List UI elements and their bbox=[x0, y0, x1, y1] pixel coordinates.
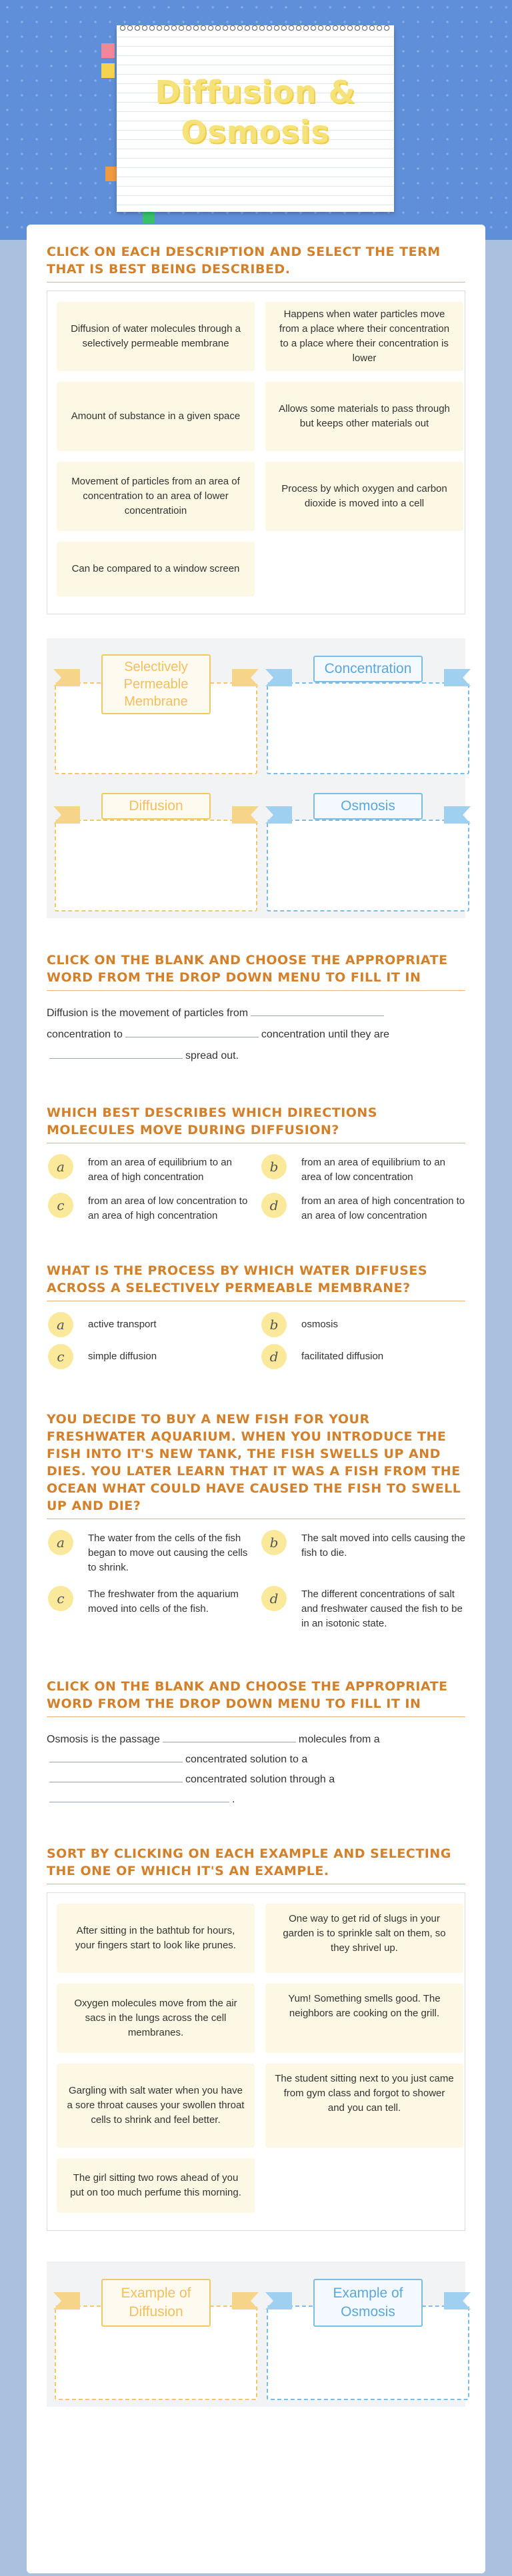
match-item[interactable]: Amount of substance in a given space bbox=[57, 382, 255, 451]
zone-label: Osmosis bbox=[313, 793, 423, 820]
ribbon-tail bbox=[53, 2292, 80, 2309]
match-item[interactable]: Allows some materials to pass through but keeps other materials out bbox=[265, 382, 463, 451]
choice-letter: c bbox=[48, 1586, 73, 1611]
choice-text: osmosis bbox=[301, 1319, 339, 1330]
choice-text: from an area of equilibrium to an area of low concentration bbox=[301, 1157, 445, 1183]
match-items-panel bbox=[47, 291, 465, 614]
choice-letter: a bbox=[48, 1530, 73, 1555]
match-item[interactable]: Can be compared to a window screen bbox=[57, 542, 255, 596]
question-3-title: WHICH BEST DESCRIBES WHICH DIRECTIONS MOLECULES MOVE DURING DIFFUSION? bbox=[47, 1104, 465, 1143]
drop-area[interactable] bbox=[267, 682, 469, 774]
ribbon-tail bbox=[53, 806, 80, 824]
spacer bbox=[47, 1631, 465, 1678]
choice-text: from an area of low concentration to an area of high concentration bbox=[88, 1195, 248, 1221]
sort-item[interactable]: The student sitting next to you just came from gym class and forgot to shower and you can tell. bbox=[265, 2064, 463, 2148]
fill-in-paragraph bbox=[47, 1003, 465, 1067]
choice-letter: b bbox=[261, 1530, 287, 1555]
text-segment: concentrated solution through a bbox=[185, 1774, 335, 1785]
question-2-title: CLICK ON THE BLANK AND CHOOSE THE APPROPRIATE WORD FROM THE DROP DOWN MENU TO FILL IT IN bbox=[47, 952, 465, 991]
blank-dropdown[interactable] bbox=[251, 1003, 384, 1016]
sort-item[interactable]: The girl sitting two rows ahead of you put on too much perfume this morning. bbox=[57, 2158, 255, 2213]
choice-letter: d bbox=[261, 1344, 287, 1369]
notepad-tab-yellow bbox=[101, 63, 115, 78]
ribbon-tail bbox=[444, 2292, 471, 2309]
choice-d[interactable] bbox=[260, 1344, 465, 1369]
choice-text: The different concentrations of salt and freshwater caused the fish to be in an isotonic state. bbox=[301, 1589, 463, 1629]
choice-letter: a bbox=[48, 1312, 73, 1337]
ribbon-tail bbox=[444, 669, 471, 686]
sort-item[interactable]: Yum! Something smells good. The neighbors are cooking on the grill. bbox=[265, 1984, 463, 2053]
choices-q3 bbox=[47, 1154, 465, 1223]
blank-dropdown[interactable] bbox=[163, 1729, 296, 1742]
choice-letter: b bbox=[261, 1312, 287, 1337]
blank-dropdown[interactable] bbox=[49, 1749, 183, 1762]
choice-text: from an area of high concentration to an area of low concentration bbox=[301, 1195, 465, 1221]
choice-letter: a bbox=[48, 1154, 73, 1179]
ribbon-tail bbox=[232, 806, 259, 824]
notepad-spiral bbox=[120, 21, 391, 35]
match-item[interactable]: Process by which oxygen and carbon dioxide is moved into a cell bbox=[265, 462, 463, 531]
choice-text: from an area of equilibrium to an area of high concentration bbox=[88, 1157, 232, 1183]
zone-label: Example of Osmosis bbox=[313, 2279, 423, 2327]
choice-a[interactable] bbox=[47, 1312, 252, 1337]
choice-letter: b bbox=[261, 1154, 287, 1179]
sort-item[interactable]: After sitting in the bathtub for hours, your fingers start to look like prunes. bbox=[57, 1904, 255, 1973]
choice-letter: d bbox=[261, 1586, 287, 1611]
ribbon-tail bbox=[53, 669, 80, 686]
zone-label: Diffusion bbox=[101, 793, 211, 820]
drop-zones-panel bbox=[47, 638, 465, 918]
question-6-title: CLICK ON THE BLANK AND CHOOSE THE APPROPRIATE WORD FROM THE DROP DOWN MENU TO FILL IT IN bbox=[47, 1678, 465, 1717]
page-title: Diffusion & Osmosis bbox=[155, 74, 356, 150]
blank-dropdown[interactable] bbox=[125, 1024, 259, 1037]
choice-a[interactable] bbox=[47, 1530, 252, 1575]
question-4-title: WHAT IS THE PROCESS BY WHICH WATER DIFFUSES ACROSS A SELECTIVELY PERMEABLE MEMBRANE? bbox=[47, 1262, 465, 1301]
spacer bbox=[47, 1809, 465, 1845]
blank-dropdown[interactable] bbox=[49, 1045, 183, 1059]
choices-q5 bbox=[47, 1530, 465, 1631]
ribbon-tail bbox=[265, 669, 292, 686]
text-segment: concentration to bbox=[47, 1029, 123, 1040]
header-banner bbox=[0, 0, 512, 240]
text-segment: molecules from a bbox=[298, 1734, 380, 1745]
text-segment: spread out. bbox=[185, 1050, 239, 1061]
sort-items-panel bbox=[47, 1892, 465, 2231]
drop-zone-osmosis[interactable] bbox=[265, 785, 471, 913]
match-item[interactable]: Happens when water particles move from a place where their concentration to a place where their concentration is lower bbox=[265, 302, 463, 371]
choice-b[interactable] bbox=[260, 1154, 465, 1185]
ribbon-tail bbox=[232, 669, 259, 686]
spacer bbox=[47, 918, 465, 952]
choice-d[interactable] bbox=[260, 1193, 465, 1223]
choice-c[interactable] bbox=[47, 1344, 252, 1369]
text-segment: concentrated solution to a bbox=[185, 1754, 308, 1765]
sort-item[interactable]: Gargling with salt water when you have a sore throat causes your swollen throat cells to shrink and feel better. bbox=[57, 2064, 255, 2148]
choice-c[interactable] bbox=[47, 1586, 252, 1631]
choice-text: facilitated diffusion bbox=[301, 1351, 384, 1362]
blank-dropdown[interactable] bbox=[49, 1789, 229, 1802]
choice-text: The freshwater from the aquarium moved into cells of the fish. bbox=[88, 1589, 239, 1614]
notepad-tab-pink bbox=[101, 43, 115, 58]
choice-text: The water from the cells of the fish began to move out causing the cells to shrink. bbox=[88, 1533, 248, 1573]
drop-area[interactable] bbox=[267, 820, 469, 912]
text-segment: Osmosis is the passage bbox=[47, 1734, 160, 1745]
question-1-title: CLICK ON EACH DESCRIPTION AND SELECT THE TERM THAT IS BEST BEING DESCRIBED. bbox=[47, 243, 465, 283]
drop-zone-concentration[interactable] bbox=[265, 648, 471, 776]
choice-letter: d bbox=[261, 1193, 287, 1218]
fill-in-paragraph bbox=[47, 1729, 465, 1809]
drop-area[interactable] bbox=[55, 820, 257, 912]
choice-b[interactable] bbox=[260, 1312, 465, 1337]
sort-item[interactable]: One way to get rid of slugs in your garden is to sprinkle salt on them, so they shrivel up. bbox=[265, 1904, 463, 1973]
spacer bbox=[47, 1223, 465, 1262]
sort-item[interactable]: Oxygen molecules move from the air sacs in the lungs across the cell membranes. bbox=[57, 1984, 255, 2053]
blank-dropdown[interactable] bbox=[49, 1769, 183, 1782]
ribbon-tail bbox=[265, 806, 292, 824]
drop-zone-example-of-diffusion[interactable] bbox=[53, 2271, 259, 2401]
spacer bbox=[47, 1369, 465, 1411]
text-segment: concentration until they are bbox=[261, 1029, 389, 1040]
question-5-title: YOU DECIDE TO BUY A NEW FISH FOR YOUR FRESHWATER AQUARIUM. WHEN YOU INTRODUCE THE FISH INTO IT'S NEW TANK, THE FISH SWELLS UP AND DIES. YOU LATER LEARN THAT IT WAS A FISH FROM THE OCEAN WHAT COULD HAVE CAUSED THE FISH TO SWELL UP AND DIE? bbox=[47, 1411, 465, 1519]
choice-text: simple diffusion bbox=[88, 1351, 157, 1362]
drop-zone-example-of-osmosis[interactable] bbox=[265, 2271, 471, 2401]
drop-zone-selectively-permeable-membrane[interactable] bbox=[53, 648, 259, 776]
zone-label: Example of Diffusion bbox=[101, 2279, 211, 2327]
choice-letter: c bbox=[48, 1193, 73, 1218]
ribbon-tail bbox=[232, 2292, 259, 2309]
choice-b[interactable] bbox=[260, 1530, 465, 1575]
choices-q4 bbox=[47, 1312, 465, 1369]
text-segment: Diffusion is the movement of particles from bbox=[47, 1007, 249, 1019]
match-item[interactable]: Movement of particles from an area of concentration to an area of lower concentratioin bbox=[57, 462, 255, 531]
choice-a[interactable] bbox=[47, 1154, 252, 1185]
choice-letter: c bbox=[48, 1344, 73, 1369]
ribbon-tail bbox=[265, 2292, 292, 2309]
match-item[interactable]: Diffusion of water molecules through a selectively permeable membrane bbox=[57, 302, 255, 371]
question-7-title: SORT BY CLICKING ON EACH EXAMPLE AND SELECTING THE ONE OF WHICH IT'S AN EXAMPLE. bbox=[47, 1845, 465, 1884]
text-segment: . bbox=[232, 1794, 235, 1805]
worksheet-card bbox=[27, 225, 485, 2573]
ribbon-tail bbox=[444, 806, 471, 824]
zone-label: Selectively Permeable Membrane bbox=[101, 654, 211, 714]
zone-label: Concentration bbox=[313, 656, 423, 682]
notepad-tab-green bbox=[143, 212, 155, 224]
choice-text: The salt moved into cells causing the fish to die. bbox=[301, 1533, 465, 1559]
spacer bbox=[47, 1067, 465, 1104]
choice-text: active transport bbox=[88, 1319, 157, 1330]
choice-c[interactable] bbox=[47, 1193, 252, 1223]
sort-zones-panel bbox=[47, 2261, 465, 2407]
choice-d[interactable] bbox=[260, 1586, 465, 1631]
drop-zone-diffusion[interactable] bbox=[53, 785, 259, 913]
